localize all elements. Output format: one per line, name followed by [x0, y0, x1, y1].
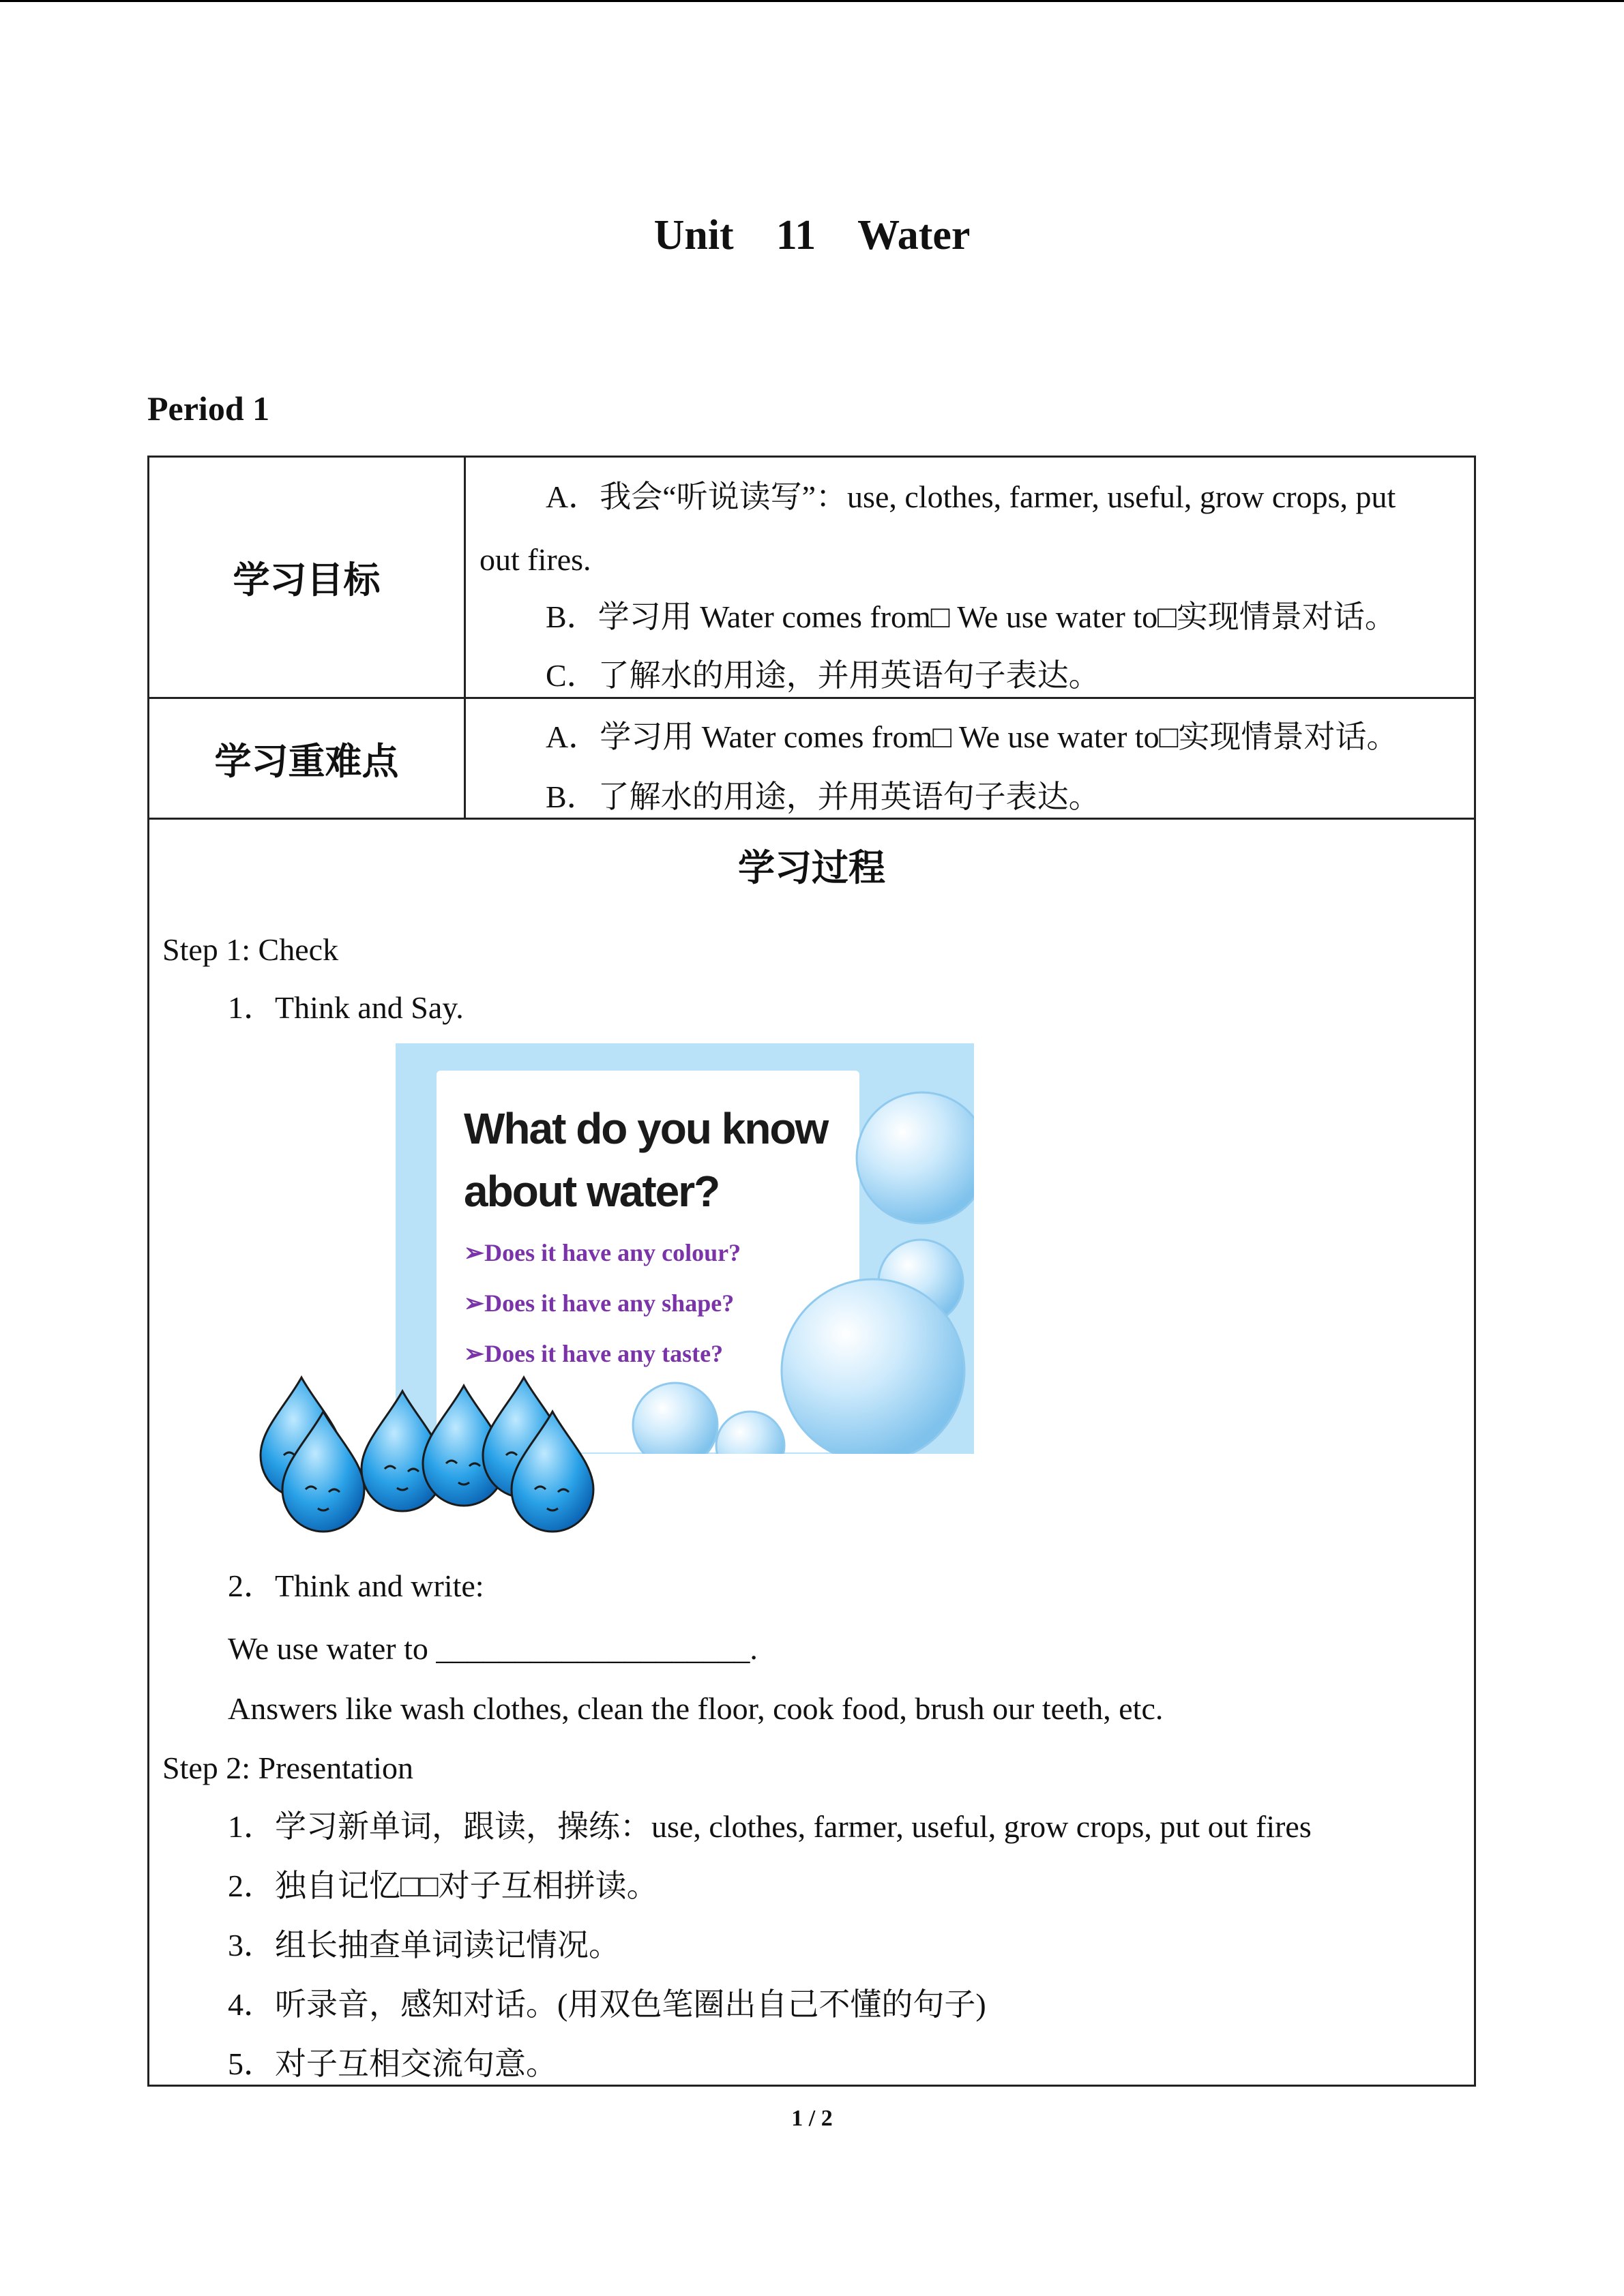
slide-bullet-colour: ➢Does it have any colour? — [464, 1239, 741, 1266]
period-label: Period 1 — [147, 389, 270, 428]
table-column-divider — [464, 456, 466, 820]
key-point-b: B．了解水的用途，并用英语句子表达。 — [546, 779, 1100, 814]
step1-item1: 1．Think and Say. — [228, 990, 464, 1025]
slide-bullet-shape: ➢Does it have any shape? — [464, 1289, 735, 1317]
fill-in-line: We use water to ____________________. — [228, 1631, 758, 1666]
objective-c: C．了解水的用途，并用英语句子表达。 — [546, 658, 1100, 693]
answers-line: Answers like wash clothes, clean the floor, cook food, brush our teeth, etc. — [228, 1691, 1164, 1726]
water-droplets-icon — [246, 1364, 600, 1541]
objective-a: A．我会“听说读写”：use, clothes, farmer, useful, grow crops, put — [546, 479, 1396, 514]
page-number: 1 / 2 — [791, 2106, 833, 2131]
table-divider-2 — [147, 818, 1476, 820]
objective-a-cont: out fires. — [479, 542, 591, 577]
step1-item2: 2．Think and write: — [228, 1568, 484, 1603]
key-point-a: A．学习用 Water comes from□ We use water to□实现情景对话。 — [546, 719, 1398, 754]
slide-bullet-taste: ➢Does it have any taste? — [464, 1340, 724, 1367]
process-heading: 学习过程 — [738, 846, 885, 889]
objective-b: B．学习用 Water comes from□ We use water to□实现情景对话。 — [546, 599, 1396, 634]
slide-question-line2: about water? — [464, 1167, 720, 1216]
step2-item3: 3．组长抽查单词读记情况。 — [228, 1928, 620, 1963]
step1-heading: Step 1: Check — [162, 932, 339, 967]
step2-heading: Step 2: Presentation — [162, 1750, 413, 1785]
step2-item1: 1．学习新单词，跟读，操练：use, clothes, farmer, useful, grow crops, put out fires — [228, 1809, 1312, 1844]
step2-item2: 2．独自记忆□□对子互相拼读。 — [228, 1868, 658, 1903]
objectives-heading: 学习目标 — [233, 558, 381, 601]
top-border — [0, 0, 1624, 2]
key-points-heading: 学习重难点 — [214, 739, 399, 783]
step2-item4: 4．听录音，感知对话。(用双色笔圈出自己不懂的句子) — [228, 1987, 986, 2022]
document-title: Unit 11 Water — [653, 212, 971, 258]
slide-question-line1: What do you know — [464, 1104, 828, 1153]
step2-item5: 5．对子互相交流句意。 — [228, 2046, 557, 2081]
